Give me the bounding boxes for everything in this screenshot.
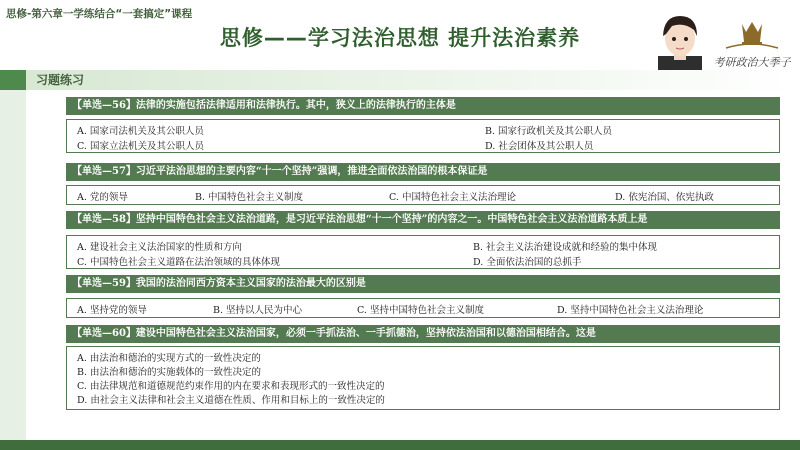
question-56-stem: 【单选—56】法律的实施包括法律适用和法律执行。其中，狭义上的法律执行的主体是 [66, 97, 780, 115]
section-title: 习题练习 [36, 73, 85, 87]
left-rail [0, 90, 26, 440]
option-58-a[interactable]: A. 建设社会主义法治国家的性质和方向 [77, 242, 242, 253]
option-60-d[interactable]: D. 由社会主义法律和社会主义道德在性质、作用和目标上的一致性决定的 [77, 395, 385, 406]
question-57-stem: 【单选—57】习近平法治思想的主要内容“十一个坚持”强调，推进全面依法治国的根本保证是 [66, 163, 780, 181]
option-58-b[interactable]: B. 社会主义法治建设成就和经验的集中体现 [473, 242, 658, 253]
question-57-options [66, 185, 780, 205]
bottom-bar [0, 440, 800, 450]
option-60-c[interactable]: C. 由法律规范和道德规范约束作用的内在要求和表现形式的一致性决定的 [77, 381, 385, 392]
option-56-b[interactable]: B. 国家行政机关及其公职人员 [485, 126, 613, 137]
question-59-options [66, 298, 780, 318]
option-58-d[interactable]: D. 全面依法治国的总抓手 [473, 257, 582, 268]
option-57-b[interactable]: B. 中国特色社会主义制度 [195, 192, 304, 203]
question-56-options [66, 119, 780, 153]
page-title: 思修——学习法治思想 提升法治素养 [219, 26, 581, 50]
option-60-b[interactable]: B. 由法治和德治的实施载体的一致性决定的 [77, 367, 262, 378]
section-bar [26, 70, 792, 90]
brand-text: 考研政治大季子 [713, 56, 791, 69]
brand-logo [712, 18, 792, 74]
option-56-a[interactable]: A. 国家司法机关及其公职人员 [77, 126, 204, 137]
question-58-stem: 【单选—58】坚持中国特色社会主义法治道路，是习近平法治思想“十一个坚持”的内容之一。中国特色社会主义法治道路本质上是 [66, 211, 780, 229]
option-56-c[interactable]: C. 国家立法机关及其公职人员 [77, 141, 204, 152]
question-60-options [66, 346, 780, 410]
option-57-a[interactable]: A. 党的领导 [77, 192, 128, 203]
option-57-d[interactable]: D. 依宪治国、依宪执政 [615, 192, 714, 203]
option-58-c[interactable]: C. 中国特色社会主义道路在法治领域的具体体现 [77, 257, 280, 268]
option-59-a[interactable]: A. 坚持党的领导 [77, 305, 147, 316]
option-59-d[interactable]: D. 坚持中国特色社会主义法治理论 [557, 305, 704, 316]
option-59-b[interactable]: B. 坚持以人民为中心 [213, 305, 303, 316]
question-59-stem: 【单选—59】我国的法治同西方资本主义国家的法治最大的区别是 [66, 275, 780, 293]
question-58-options [66, 235, 780, 269]
option-56-d[interactable]: D. 社会团体及其公职人员 [485, 141, 594, 152]
avatar [654, 12, 706, 74]
option-57-c[interactable]: C. 中国特色社会主义法治理论 [389, 192, 516, 203]
section-accent [0, 70, 26, 90]
option-60-a[interactable]: A. 由法治和德治的实现方式的一致性决定的 [77, 353, 261, 364]
option-59-c[interactable]: C. 坚持中国特色社会主义制度 [357, 305, 484, 316]
question-60-stem: 【单选—60】建设中国特色社会主义法治国家，必须一手抓法治、一手抓德治，坚持依法治国和以德治国相结合。这是 [66, 325, 780, 343]
course-label: 思修-第六章一学练结合“一套搞定”课程 [6, 8, 193, 20]
